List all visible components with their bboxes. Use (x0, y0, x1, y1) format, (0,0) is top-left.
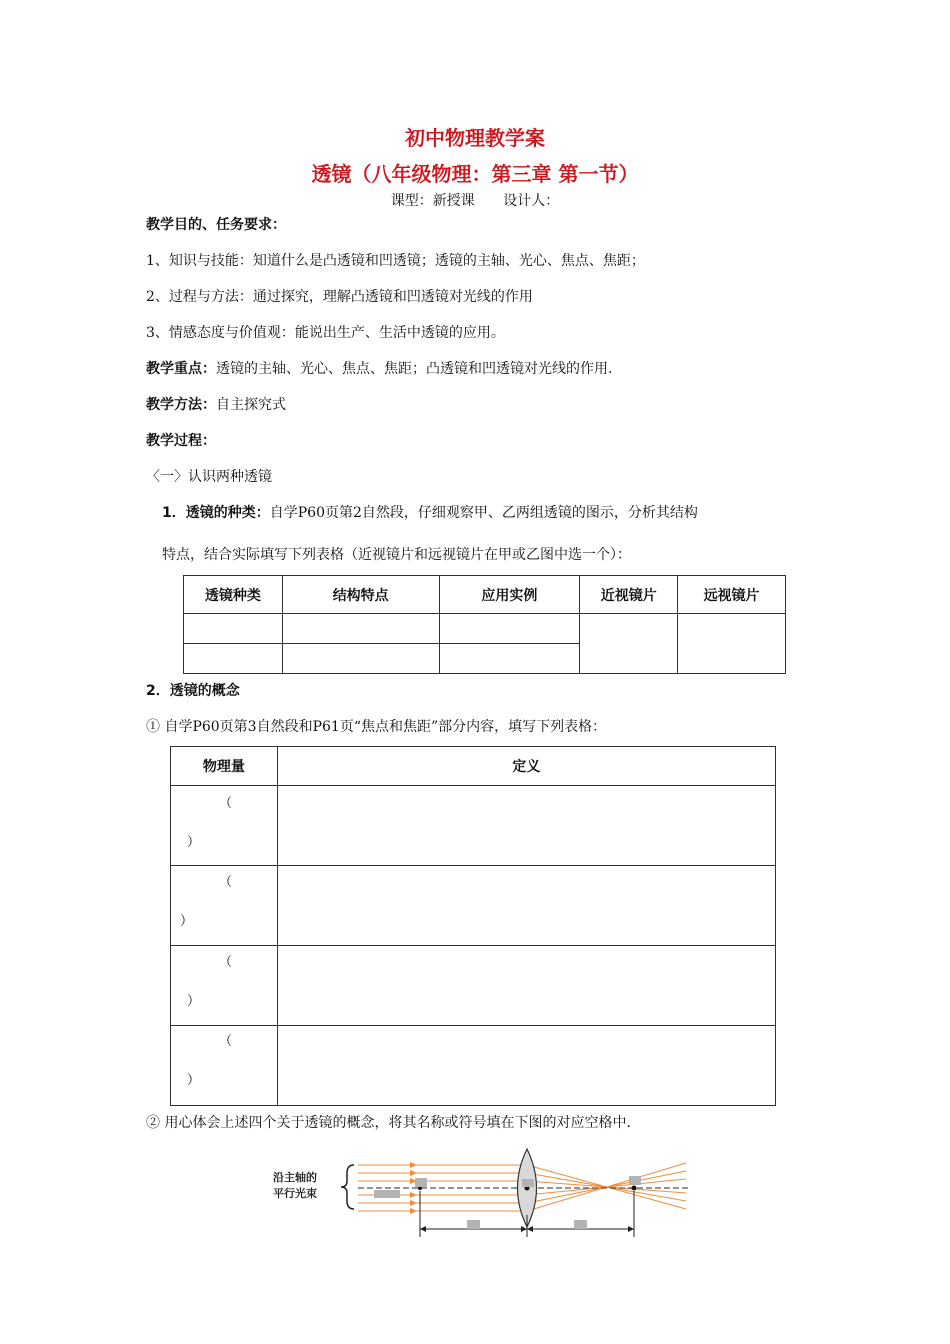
lens-types-text: 自学P60页第2自然段，仔细观察甲、乙两组透镜的图示，分析其结构 (269, 505, 698, 521)
header-quantity: 物理量 (171, 747, 278, 786)
close-paren: ） (187, 1073, 201, 1088)
open-paren: （ (219, 955, 233, 970)
table-cell (439, 644, 580, 674)
lesson-meta (0, 190, 950, 210)
table-cell (678, 614, 786, 674)
header-hyperopia-lens: 远视镜片 (678, 576, 786, 614)
diagram-label-line2: 平行光束 (273, 1187, 317, 1200)
arrow-icon (527, 1226, 533, 1232)
close-paren: ） (180, 914, 194, 929)
open-paren: （ (219, 875, 233, 890)
blank-box (374, 1190, 400, 1198)
objectives-heading: 教学目的、任务要求： (146, 217, 286, 233)
header-myopia-lens: 近视镜片 (580, 576, 678, 614)
table-cell (580, 614, 678, 674)
process-heading: 教学过程： (146, 433, 216, 449)
table-cell (282, 644, 439, 674)
lesson-subtitle: 透镜（八年级物理：第三章 第一节） (311, 162, 639, 186)
objective-item: 1、知识与技能：知道什么是凸透镜和凹透镜；透镜的主轴、光心、焦点、焦距； (146, 253, 645, 269)
brace-icon (341, 1165, 354, 1209)
header-structure: 结构特点 (282, 576, 439, 614)
designer: 设计人： (503, 193, 560, 209)
lens-types-paragraph (162, 502, 698, 522)
method-label: 教学方法： (146, 397, 216, 413)
key-points-text: 透镜的主轴、光心、焦点、焦距；凸透镜和凹透镜对光线的作用. (216, 361, 613, 377)
arrow-icon (628, 1226, 634, 1232)
open-paren: （ (219, 796, 233, 811)
diagram-label-line1: 沿主轴的 (273, 1171, 317, 1184)
key-points-label: 教学重点： (146, 361, 216, 377)
arrow-icon (521, 1226, 527, 1232)
blank-box (467, 1220, 480, 1229)
lens-concept-instruction: ① 自学P60页第3自然段和P61页“焦点和焦距”部分内容，填写下列表格： (146, 719, 607, 735)
section-heading: 〈一〉认识两种透镜 (146, 469, 272, 485)
objective-item: 2、过程与方法：通过探究，理解凸透镜和凹透镜对光线的作用 (146, 289, 533, 305)
teaching-method (146, 394, 286, 414)
concepts-table (170, 746, 776, 1106)
header-lens-type: 透镜种类 (184, 576, 283, 614)
table-cell (439, 614, 580, 644)
page-title: 初中物理教学案 (405, 126, 545, 150)
lens-types-label: 1．透镜的种类： (162, 505, 270, 521)
key-points (146, 358, 612, 378)
objective-item: 3、情感态度与价值观：能说出生产、生活中透镜的应用。 (146, 325, 505, 341)
focal-point (632, 1186, 637, 1191)
lens-diagram (270, 1145, 700, 1241)
table-cell (277, 866, 775, 946)
table-cell (184, 614, 283, 644)
lens-types-paragraph-cont: 特点，结合实际填写下列表格（近视镜片和远视镜片在甲或乙图中选一个）： (162, 547, 631, 563)
course-type: 课型：新授课 (390, 193, 475, 209)
diagram-instruction: ② 用心体会上述四个关于透镜的概念，将其名称或符号填在下图的对应空格中. (146, 1115, 631, 1131)
lens-concept-heading: 2．透镜的概念 (146, 683, 240, 699)
close-paren: ） (187, 994, 201, 1009)
arrow-icon (420, 1226, 426, 1232)
blank-box (522, 1179, 534, 1187)
blank-box (629, 1176, 641, 1185)
header-application: 应用实例 (439, 576, 580, 614)
table-cell (277, 1026, 775, 1106)
method-text: 自主探究式 (216, 397, 286, 413)
blank-box (574, 1220, 587, 1229)
table-cell (282, 614, 439, 644)
open-paren: （ (219, 1034, 233, 1049)
close-paren: ） (187, 835, 201, 850)
blank-box (415, 1178, 427, 1187)
table-cell (184, 644, 283, 674)
header-definition: 定义 (277, 747, 775, 786)
lens-types-table (183, 575, 786, 674)
table-cell (277, 786, 775, 866)
table-cell (277, 946, 775, 1026)
